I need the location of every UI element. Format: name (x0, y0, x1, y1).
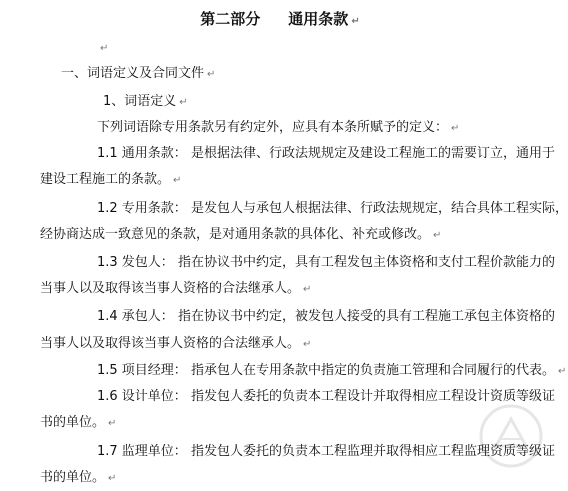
empty-paragraph (97, 40, 108, 57)
paragraph-mark: ↵ (207, 69, 216, 80)
paragraph-mark: ↵ (303, 284, 312, 295)
document-title (0, 9, 560, 32)
paragraph-mark: ↵ (179, 97, 188, 108)
paragraph-mark: ↵ (351, 16, 360, 27)
paragraph-mark: ↵ (108, 418, 117, 429)
subsection-heading: 1、词语定义 ↵ (103, 94, 188, 109)
clause-1-1-line-2: 建设工程施工的条款。 ↵ (40, 172, 182, 187)
paragraph-mark: ↵ (100, 43, 109, 54)
clause-1-6-line-1: 1.6 设计单位： 指发包人委托的负责本工程设计并取得相应工程设计资质等级证 (97, 389, 555, 404)
watermark-logo (476, 401, 546, 471)
clause-1-7-line-2: 书的单位。 ↵ (40, 470, 117, 485)
clause-1-3-line-2: 当事人以及取得该当事人资格的合法继承人。 ↵ (40, 281, 312, 296)
clause-1-2-line-1: 1.2 专用条款： 是发包人与承包人根据法律、行政法规规定，结合具体工程实际， (97, 201, 568, 216)
paragraph-mark: ↵ (451, 123, 460, 134)
clause-1-7-line-1: 1.7 监理单位： 指发包人委托的负责本工程监理并取得相应工程监理资质等级证 (97, 444, 555, 459)
clause-1-3-line-1: 1.3 发包人： 指在协议书中约定，具有工程发包主体资格和支付工程价款能力的 (97, 255, 555, 270)
clause-1-2-line-2: 经协商达成一致意见的条款，是对通用条款的具体化、补充或修改。 ↵ (40, 227, 442, 242)
paragraph-mark: ↵ (108, 473, 117, 484)
clause-1-1-line-1: 1.1 通用条款： 是根据法律、行政法规规定及建设工程施工的需要订立，通用于 (97, 146, 555, 161)
title-part: 第二部分 (200, 10, 261, 28)
paragraph-mark: ↵ (303, 339, 312, 350)
intro-paragraph: 下列词语除专用条款另有约定外，应具有本条所赋予的定义： ↵ (97, 120, 460, 135)
paragraph-mark: ↵ (557, 366, 567, 377)
title-name: 通用条款 (288, 10, 349, 28)
clause-1-4-line-1: 1.4 承包人： 指在协议书中约定，被发包人接受的具有工程施工承包主体资格的 (97, 309, 555, 324)
clause-1-4-line-2: 当事人以及取得该当事人资格的合法继承人。 ↵ (40, 336, 312, 351)
clause-1-6-line-2: 书的单位。 ↵ (40, 415, 117, 430)
paragraph-mark: ↵ (433, 230, 442, 241)
clause-1-5: 1.5 项目经理： 指承包人在专用条款中指定的负责施工管理和合同履行的代表。 ↵ (97, 363, 567, 378)
section-heading: 一、词语定义及合同文件 ↵ (61, 66, 216, 81)
paragraph-mark: ↵ (173, 175, 182, 186)
